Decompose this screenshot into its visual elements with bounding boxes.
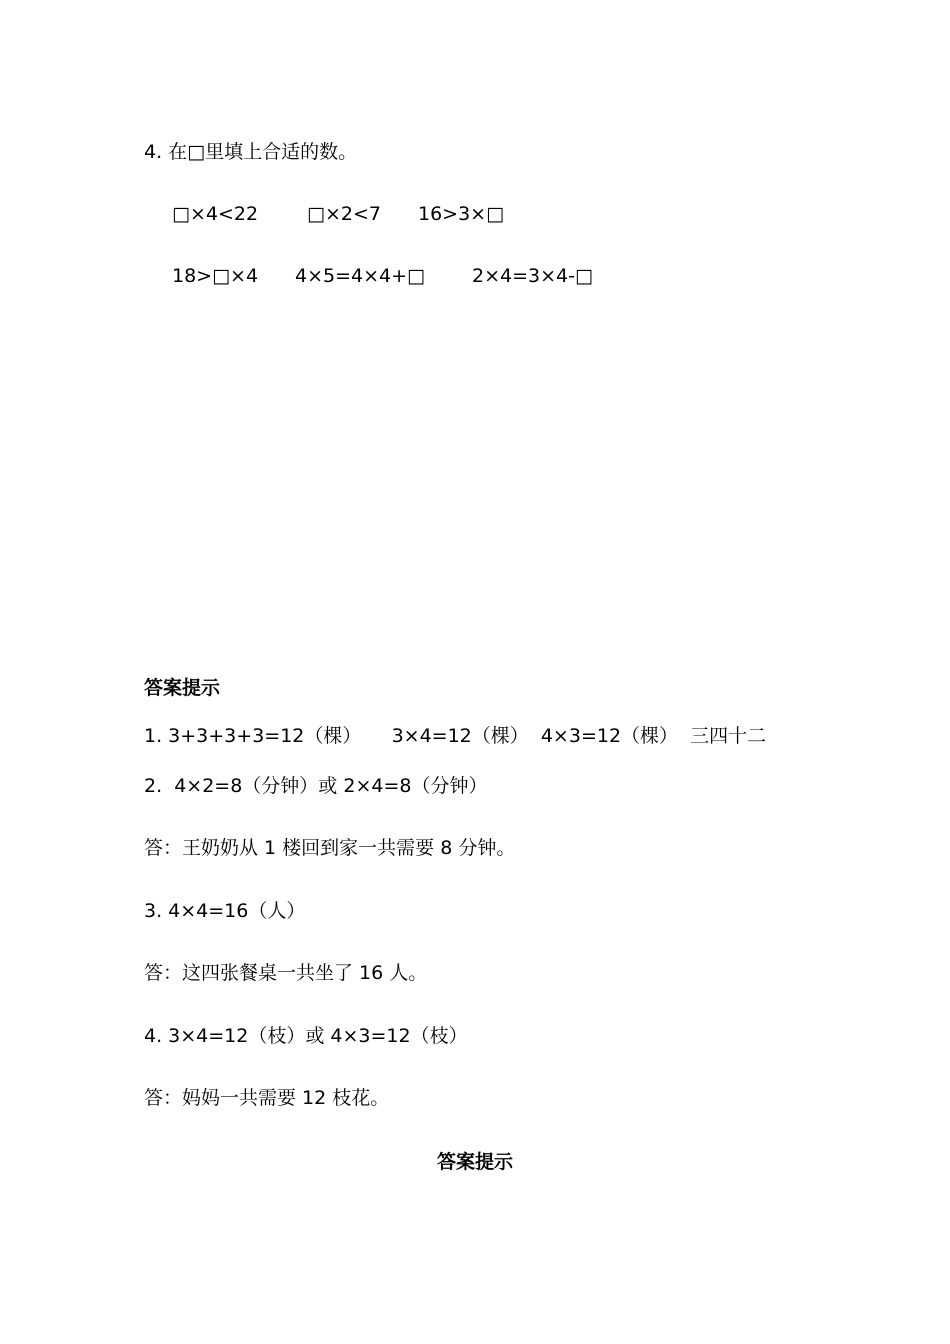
question-4-expr-1-1: □×4<22 [172,203,259,225]
question-4-expr-2-2: 4×5=4×4+□ [295,265,425,287]
answer-line-2: 2. 4×2=8（分钟）或 2×4=8（分钟） [144,775,488,797]
answer-line-4: 3. 4×4=16（人） [144,900,306,922]
question-4-expr-1-2: □×2<7 [307,203,381,225]
answer-line-1: 1. 3+3+3+3=12（棵） 3×4=12（棵） 4×3=12（棵） 三四十二 [144,725,767,747]
question-4-expr-2-1: 18>□×4 [172,265,259,287]
answers-heading: 答案提示 [144,677,221,699]
answer-line-3: 答：王奶奶从 1 楼回到家一共需要 8 分钟。 [144,837,516,859]
question-4-expr-2-3: 2×4=3×4-□ [472,265,593,287]
question-4-expr-1-3: 16>3×□ [418,203,505,225]
answer-line-7: 答：妈妈一共需要 12 枝花。 [144,1087,390,1109]
answer-line-6: 4. 3×4=12（枝）或 4×3=12（枝） [144,1025,468,1047]
answer-line-5: 答：这四张餐桌一共坐了 16 人。 [144,962,428,984]
answers-footer-heading: 答案提示 [436,1151,513,1173]
question-4-title: 4. 在□里填上合适的数。 [144,141,358,163]
